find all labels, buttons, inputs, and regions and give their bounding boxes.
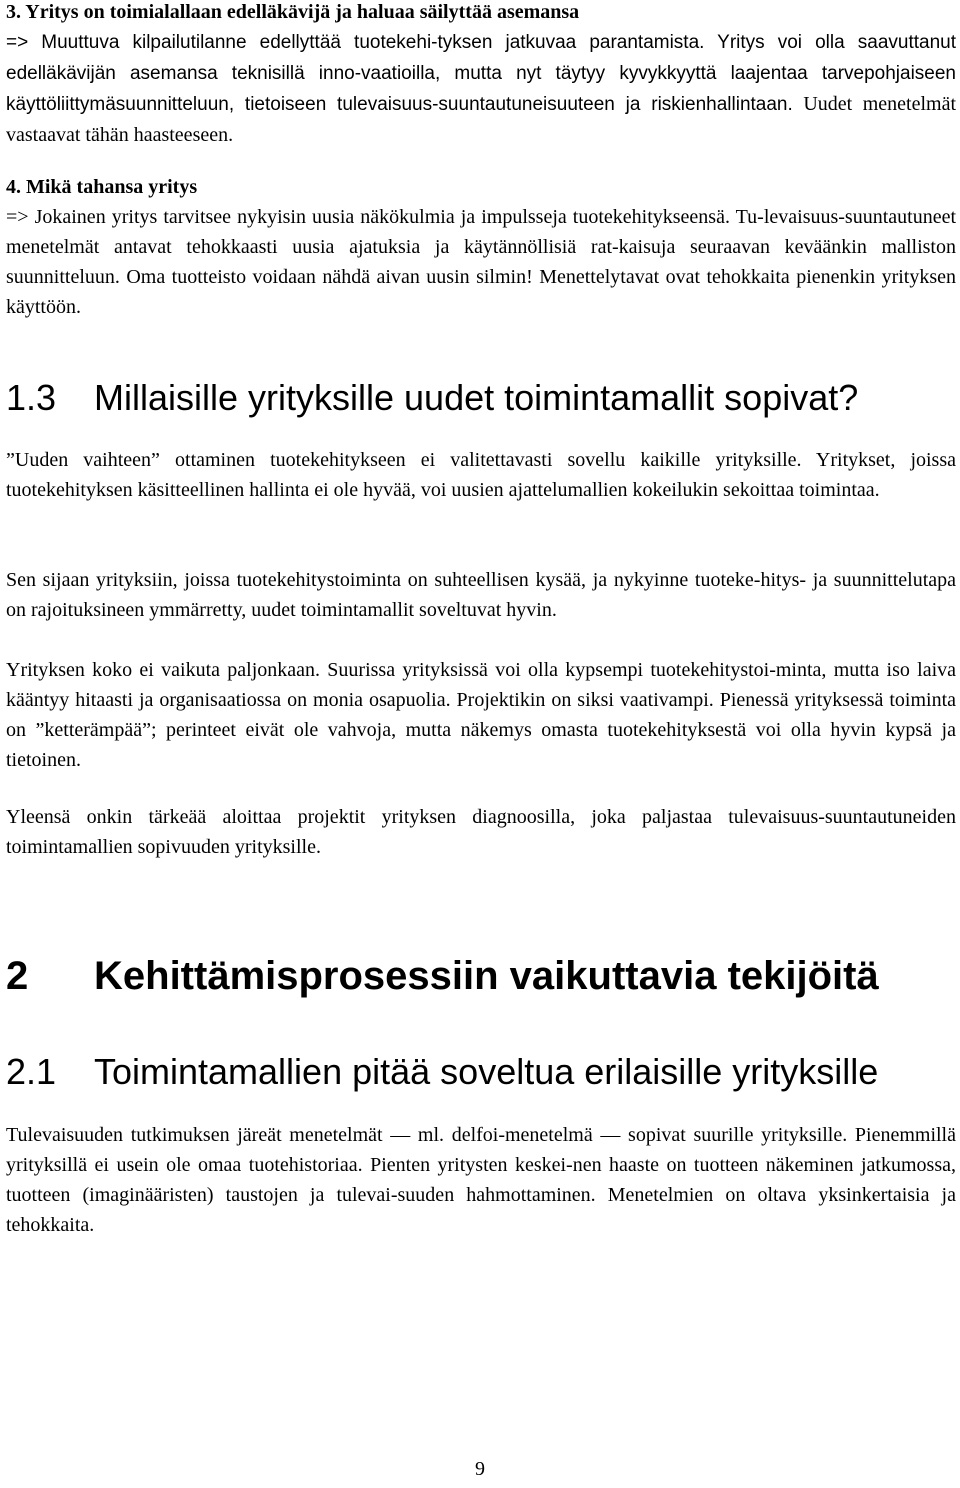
section-number: 2.1 <box>6 1051 57 1092</box>
section-2-1-para: Tulevaisuuden tutkimuksen järeät menetelmät — ml. delfoi-menetelmä — sopivat suurille yrityksille. Pienemmillä yrityksillä ei usein ole omaa tuotehistoriaa. Pienten yritysten keskei-nen haaste on tuotteen näkeminen jatkumossa, tuotteen (imaginääristen) taustojen ja tulevai-suuden hahmottaminen. Menetelmien on oltava yksinkertaisia ja tehokkaita. <box>6 1124 956 1236</box>
section-3-text-sans: => Muuttuva kilpailutilanne edellyttää tuotekehi-tyksen jatkuvaa parantamista. Yritys voi olla saavuttanut edelläkävijän asemansa teknisillä inno-vaatioilla, mutta nyt täytyy kyvykkyyttä laajentaa tarvepohjaiseen käyttöliittymäsuunnitteluun, tietoiseen tulevaisuus-suuntautuneisuuteen ja riskienhallintaan. <box>6 32 956 115</box>
section-1-3-para-3: Yrityksen koko ei vaikuta paljonkaan. Suurissa yrityksissä voi olla kypsempi tuotekehitystoi-minta, mutta iso laiva kääntyy hitaasti ja organisaatiossa on monia osapuolia. Projektikin on siksi vaativampi. Pienessä yrityksessä toiminta on ”ketterämpää”; perinteet eivät ole vahvoja, mutta näkemys omasta tuotekehityksestä voi olla hyvin kypsä ja tietoinen. <box>6 659 956 771</box>
section-4-heading: 4. Mikä tahansa yritys <box>6 176 198 198</box>
section-1-3-heading <box>6 378 956 418</box>
section-1-3-para-1: ”Uuden vaihteen” ottaminen tuotekehitykseen ei valitettavasti sovellu kaikille yrityksille. Yritykset, joissa tuotekehityksen käsitteellinen hallinta ei ole hyvää, voi uusien ajattelumallien kokeilukin sekoittaa toimintaa. <box>6 449 956 501</box>
section-number: 1.3 <box>6 377 57 418</box>
section-4-text: => Jokainen yritys tarvitsee nykyisin uusia näkökulmia ja impulsseja tuotekehitykseensä. Tu-levaisuus-suuntautuneet menetelmät antavat tehokkaasti uusia ajatuksia ja käytännöllisiä rat-kaisuja seuraavan keväänkin malliston suunnitteluun. Oma tuotteisto voidaan nähdä aivan uusin silmin! Menettelytavat ovat tehokkaita pienenkin yrityksen käyttöön. <box>6 206 956 318</box>
chapter-title: Kehittämisprosessiin vaikuttavia tekijöitä <box>94 954 879 998</box>
section-3-text-serif: Uudet menetelmät vastaavat tähän haasteeseen. <box>6 93 957 146</box>
section-3-heading: 3. Yritys on toimialallaan edelläkävijä ja haluaa säilyttää asemansa <box>6 1 580 23</box>
section-4 <box>6 172 956 322</box>
section-title: Millaisille yrityksille uudet toimintamallit sopivat? <box>94 377 859 418</box>
section-3-text <box>6 27 956 150</box>
section-3 <box>6 0 956 150</box>
section-title: Toimintamallien pitää soveltua erilaisille yrityksille <box>94 1051 879 1092</box>
chapter-number: 2 <box>6 954 29 998</box>
page-number: 9 <box>475 1458 485 1480</box>
chapter-2-heading <box>6 954 956 998</box>
section-1-3-para-2: Sen sijaan yrityksiin, joissa tuotekehitystoiminta on suhteellisen kysää, ja nykyinne tuoteke-hitys- ja suunnittelutapa on rajoituksineen ymmärretty, uudet toimintamallit soveltuvat hyvin. <box>6 569 956 621</box>
section-2-1-heading <box>6 1052 956 1092</box>
section-1-3-para-4: Yleensä onkin tärkeää aloittaa projektit yrityksen diagnoosilla, joka paljastaa tulevaisuus-suuntautuneiden toimintamallien sopivuuden yrityksille. <box>6 806 956 858</box>
